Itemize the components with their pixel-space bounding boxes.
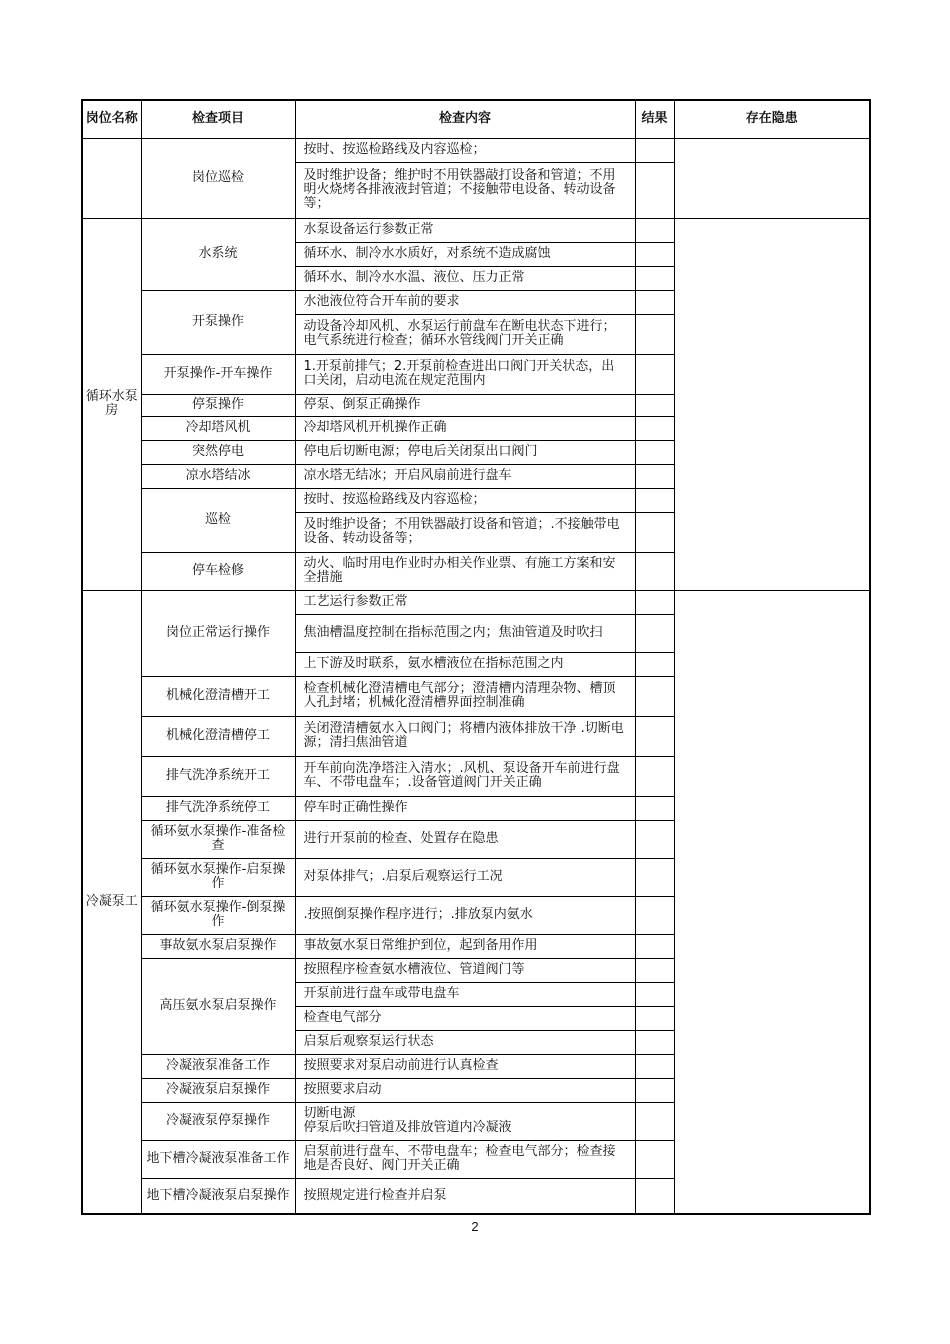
check-item-cell: 事故氨水泵启泵操作	[141, 934, 295, 958]
check-content-cell: 对泵体排气；.启泵后观察运行工况	[295, 858, 635, 896]
result-cell[interactable]	[635, 314, 674, 354]
check-content-cell: 冷却塔风机开机操作正确	[295, 416, 635, 440]
header-post: 岗位名称	[82, 100, 141, 138]
result-cell[interactable]	[635, 796, 674, 820]
check-content-cell: 停泵、倒泵正确操作	[295, 394, 635, 416]
check-item-cell: 突然停电	[141, 440, 295, 464]
check-content-cell: 停电后切断电源；停电后关闭泵出口阀门	[295, 440, 635, 464]
result-cell[interactable]	[635, 440, 674, 464]
check-item-cell: 巡检	[141, 488, 295, 552]
check-content-cell: 启泵后观察泵运行状态	[295, 1030, 635, 1054]
check-content-cell: 按照程序检查氨水槽液位、管道阀门等	[295, 958, 635, 982]
hazard-cell[interactable]	[674, 590, 870, 1214]
check-item-cell: 开泵操作	[141, 290, 295, 354]
result-cell[interactable]	[635, 756, 674, 796]
result-cell[interactable]	[635, 1006, 674, 1030]
table-row	[82, 590, 870, 614]
post-name-cell: 循环水泵房	[82, 218, 141, 590]
check-item-cell: 停泵操作	[141, 394, 295, 416]
check-content-cell: 水池液位符合开车前的要求	[295, 290, 635, 314]
header-hazard: 存在隐患	[674, 100, 870, 138]
check-item-cell: 排气洗净系统开工	[141, 756, 295, 796]
check-content-cell: 及时维护设备；不用铁器敲打设备和管道；.不接触带电设备、转动设备等；	[295, 512, 635, 552]
check-content-cell: 凉水塔无结冰；开启风扇前进行盘车	[295, 464, 635, 488]
check-item-cell: 高压氨水泵启泵操作	[141, 958, 295, 1054]
post-name-cell	[82, 138, 141, 218]
check-item-cell: 开泵操作-开车操作	[141, 354, 295, 394]
result-cell[interactable]	[635, 218, 674, 242]
check-item-cell: 地下槽冷凝液泵准备工作	[141, 1140, 295, 1178]
check-item-cell: 机械化澄清槽开工	[141, 676, 295, 716]
result-cell[interactable]	[635, 1102, 674, 1140]
check-item-cell: 循环氨水泵操作-倒泵操作	[141, 896, 295, 934]
hazard-cell[interactable]	[674, 138, 870, 218]
check-content-cell: .按照倒泵操作程序进行；.排放泵内氨水	[295, 896, 635, 934]
check-content-cell: 检查电气部分	[295, 1006, 635, 1030]
check-item-cell: 循环氨水泵操作-准备检查	[141, 820, 295, 858]
result-cell[interactable]	[635, 982, 674, 1006]
check-item-cell: 岗位正常运行操作	[141, 590, 295, 676]
check-content-cell: 循环水、制冷水水温、液位、压力正常	[295, 266, 635, 290]
check-item-cell: 冷凝液泵停泵操作	[141, 1102, 295, 1140]
check-content-cell: 动设备冷却风机、水泵运行前盘车在断电状态下进行；电气系统进行检查；循环水管线阀门开关正确	[295, 314, 635, 354]
check-content-cell: 启泵前进行盘车、不带电盘车；检查电气部分；检查接地是否良好、阀门开关正确	[295, 1140, 635, 1178]
check-content-cell: 1.开泵前排气；2.开泵前检查进出口阀门开关状态，出口关闭，启动电流在规定范围内	[295, 354, 635, 394]
check-item-cell: 排气洗净系统停工	[141, 796, 295, 820]
page-number: 2	[471, 1219, 479, 1234]
check-content-cell: 及时维护设备；维护时不用铁器敲打设备和管道；不用明火烧烤各排液液封管道；不接触带电设备、转动设备等；	[295, 162, 635, 218]
check-item-cell: 水系统	[141, 218, 295, 290]
check-content-cell: 按时、按巡检路线及内容巡检；	[295, 488, 635, 512]
check-content-cell: 循环水、制冷水水质好，对系统不造成腐蚀	[295, 242, 635, 266]
result-cell[interactable]	[635, 138, 674, 162]
check-content-cell: 动火、临时用电作业时办相关作业票、有施工方案和安全措施	[295, 552, 635, 590]
header-result: 结果	[635, 100, 674, 138]
check-item-cell: 停车检修	[141, 552, 295, 590]
result-cell[interactable]	[635, 716, 674, 756]
result-cell[interactable]	[635, 552, 674, 590]
header-content: 检查内容	[295, 100, 635, 138]
result-cell[interactable]	[635, 394, 674, 416]
check-item-cell: 循环氨水泵操作-启泵操作	[141, 858, 295, 896]
result-cell[interactable]	[635, 354, 674, 394]
result-cell[interactable]	[635, 162, 674, 218]
result-cell[interactable]	[635, 858, 674, 896]
table-row	[82, 218, 870, 242]
result-cell[interactable]	[635, 676, 674, 716]
result-cell[interactable]	[635, 242, 674, 266]
table-row	[82, 138, 870, 162]
result-cell[interactable]	[635, 266, 674, 290]
check-content-cell: 按照要求启动	[295, 1078, 635, 1102]
check-content-cell: 事故氨水泵日常维护到位，起到备用作用	[295, 934, 635, 958]
check-content-cell: 进行开泵前的检查、处置存在隐患	[295, 820, 635, 858]
check-content-cell: 关闭澄清槽氨水入口阀门；将槽内液体排放干净 .切断电源；清扫焦油管道	[295, 716, 635, 756]
result-cell[interactable]	[635, 488, 674, 512]
check-content-cell: 焦油槽温度控制在指标范围之内；焦油管道及时吹扫	[295, 614, 635, 652]
result-cell[interactable]	[635, 1140, 674, 1178]
check-content-cell: 开车前向洗净塔注入清水；.风机、泵设备开车前进行盘车、不带电盘车；.设备管道阀门开关正确	[295, 756, 635, 796]
result-cell[interactable]	[635, 290, 674, 314]
header-item: 检查项目	[141, 100, 295, 138]
check-content-cell: 工艺运行参数正常	[295, 590, 635, 614]
check-item-cell: 地下槽冷凝液泵启泵操作	[141, 1178, 295, 1214]
inspection-table	[81, 99, 871, 1215]
result-cell[interactable]	[635, 614, 674, 652]
check-content-cell: 开泵前进行盘车或带电盘车	[295, 982, 635, 1006]
result-cell[interactable]	[635, 1178, 674, 1214]
check-content-cell: 按照规定进行检查并启泵	[295, 1178, 635, 1214]
check-content-cell: 停车时正确性操作	[295, 796, 635, 820]
check-content-cell: 按时、按巡检路线及内容巡检；	[295, 138, 635, 162]
result-cell[interactable]	[635, 896, 674, 934]
check-content-cell: 切断电源 停泵后吹扫管道及排放管道内冷凝液	[295, 1102, 635, 1140]
result-cell[interactable]	[635, 590, 674, 614]
result-cell[interactable]	[635, 934, 674, 958]
check-item-cell: 冷却塔风机	[141, 416, 295, 440]
check-content-cell: 按照要求对泵启动前进行认真检查	[295, 1054, 635, 1078]
result-cell[interactable]	[635, 512, 674, 552]
result-cell[interactable]	[635, 416, 674, 440]
result-cell[interactable]	[635, 1030, 674, 1054]
check-item-cell: 凉水塔结冰	[141, 464, 295, 488]
result-cell[interactable]	[635, 958, 674, 982]
result-cell[interactable]	[635, 1054, 674, 1078]
check-content-cell: 水泵设备运行参数正常	[295, 218, 635, 242]
check-content-cell: 检查机械化澄清槽电气部分；澄清槽内清理杂物、槽顶人孔封堵；机械化澄清槽界面控制准确	[295, 676, 635, 716]
check-item-cell: 岗位巡检	[141, 138, 295, 218]
check-item-cell: 冷凝液泵准备工作	[141, 1054, 295, 1078]
hazard-cell[interactable]	[674, 218, 870, 590]
result-cell[interactable]	[635, 652, 674, 676]
check-item-cell: 冷凝液泵启泵操作	[141, 1078, 295, 1102]
table-body	[82, 138, 870, 1214]
result-cell[interactable]	[635, 464, 674, 488]
result-cell[interactable]	[635, 1078, 674, 1102]
check-content-cell: 上下游及时联系，氨水槽液位在指标范围之内	[295, 652, 635, 676]
post-name-cell: 冷凝泵工	[82, 590, 141, 1214]
check-item-cell: 机械化澄清槽停工	[141, 716, 295, 756]
result-cell[interactable]	[635, 820, 674, 858]
header-row	[82, 100, 870, 138]
